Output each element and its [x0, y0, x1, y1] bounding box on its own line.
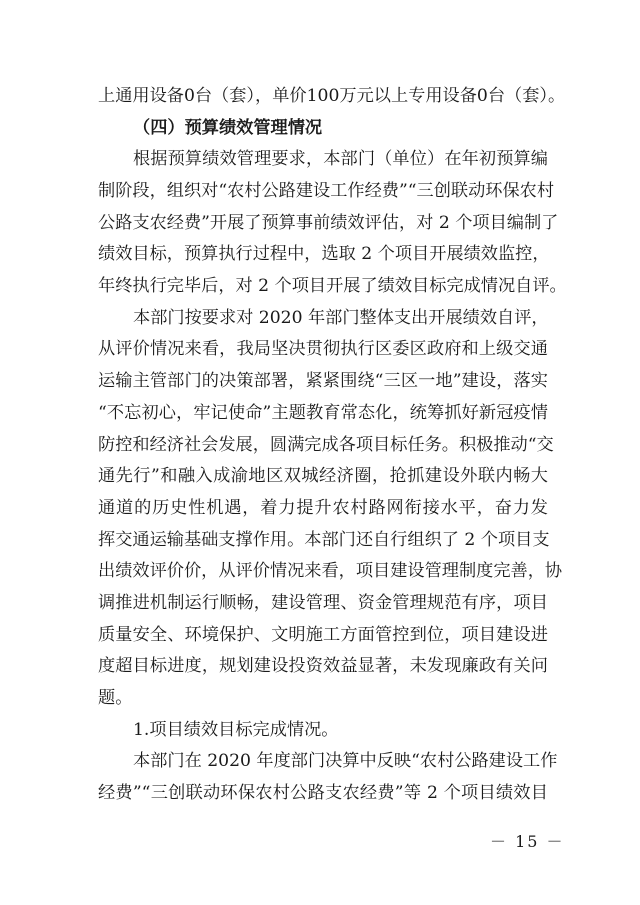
body-line: 本部门在 2020 年度部门决算中反映“农村公路建设工作 [133, 751, 558, 771]
body-line: 通先行”和融入成渝地区双城经济圈，抢抓建设外联内畅大 [98, 466, 548, 486]
body-line: 制阶段，组织对“农村公路建设工作经费”“三创联动环保农村 [98, 181, 555, 201]
body-line: 防控和经济社会发展，圆满完成各项目标任务。积极推动“交 [98, 435, 554, 455]
body-line: 质量安全、环境保护、文明施工方面管控到位，项目建设进 [98, 625, 548, 645]
page-number: － 15 － [490, 832, 565, 851]
body-line: 通道的历史性机遇，着力提升农村路网衔接水平，奋力发 [98, 498, 548, 518]
subsection-heading: 1.项目绩效目标完成情况。 [133, 720, 339, 740]
body-line: “不忘初心，牢记使命”主题教育常态化，统筹抓好新冠疫情 [98, 403, 548, 423]
body-line: 根据预算绩效管理要求，本部门（单位）在年初预算编 [133, 149, 548, 169]
body-line: 调推进机制运行顺畅，建设管理、资金管理规范有序，项目 [98, 593, 548, 613]
body-line: 上通用设备0台（套），单价100万元以上专用设备0台（套）。 [98, 86, 566, 106]
body-line: 度超目标进度，规划建设投资效益显著，未发现廉政有关问 [98, 656, 548, 676]
body-line: 绩效目标，预算执行过程中，选取 2 个项目开展绩效监控， [98, 244, 550, 264]
body-line: 题。 [98, 688, 133, 708]
body-line: 运输主管部门的决策部署，紧紧围绕“三区一地”建设，落实 [98, 371, 548, 391]
body-line: 年终执行完毕后，对 2 个项目开展了绩效目标完成情况自评。 [98, 276, 567, 296]
body-line: 本部门按要求对 2020 年部门整体支出开展绩效自评， [133, 308, 549, 328]
body-line: 挥交通运输基础支撑作用。本部门还自行组织了 2 个项目支 [98, 530, 550, 550]
body-line: 经费”“三创联动环保农村公路支农经费”等 2 个项目绩效目 [98, 783, 548, 803]
section-heading: （四）预算绩效管理情况 [133, 118, 323, 138]
body-line: 公路支农经费”开展了预算事前绩效评估，对 2 个项目编制了 [98, 213, 559, 233]
body-line: 出绩效评价价，从评价情况来看，项目建设管理制度完善，协 [98, 561, 563, 581]
body-line: 从评价情况来看，我局坚决贯彻执行区委区政府和上级交通 [98, 339, 548, 359]
